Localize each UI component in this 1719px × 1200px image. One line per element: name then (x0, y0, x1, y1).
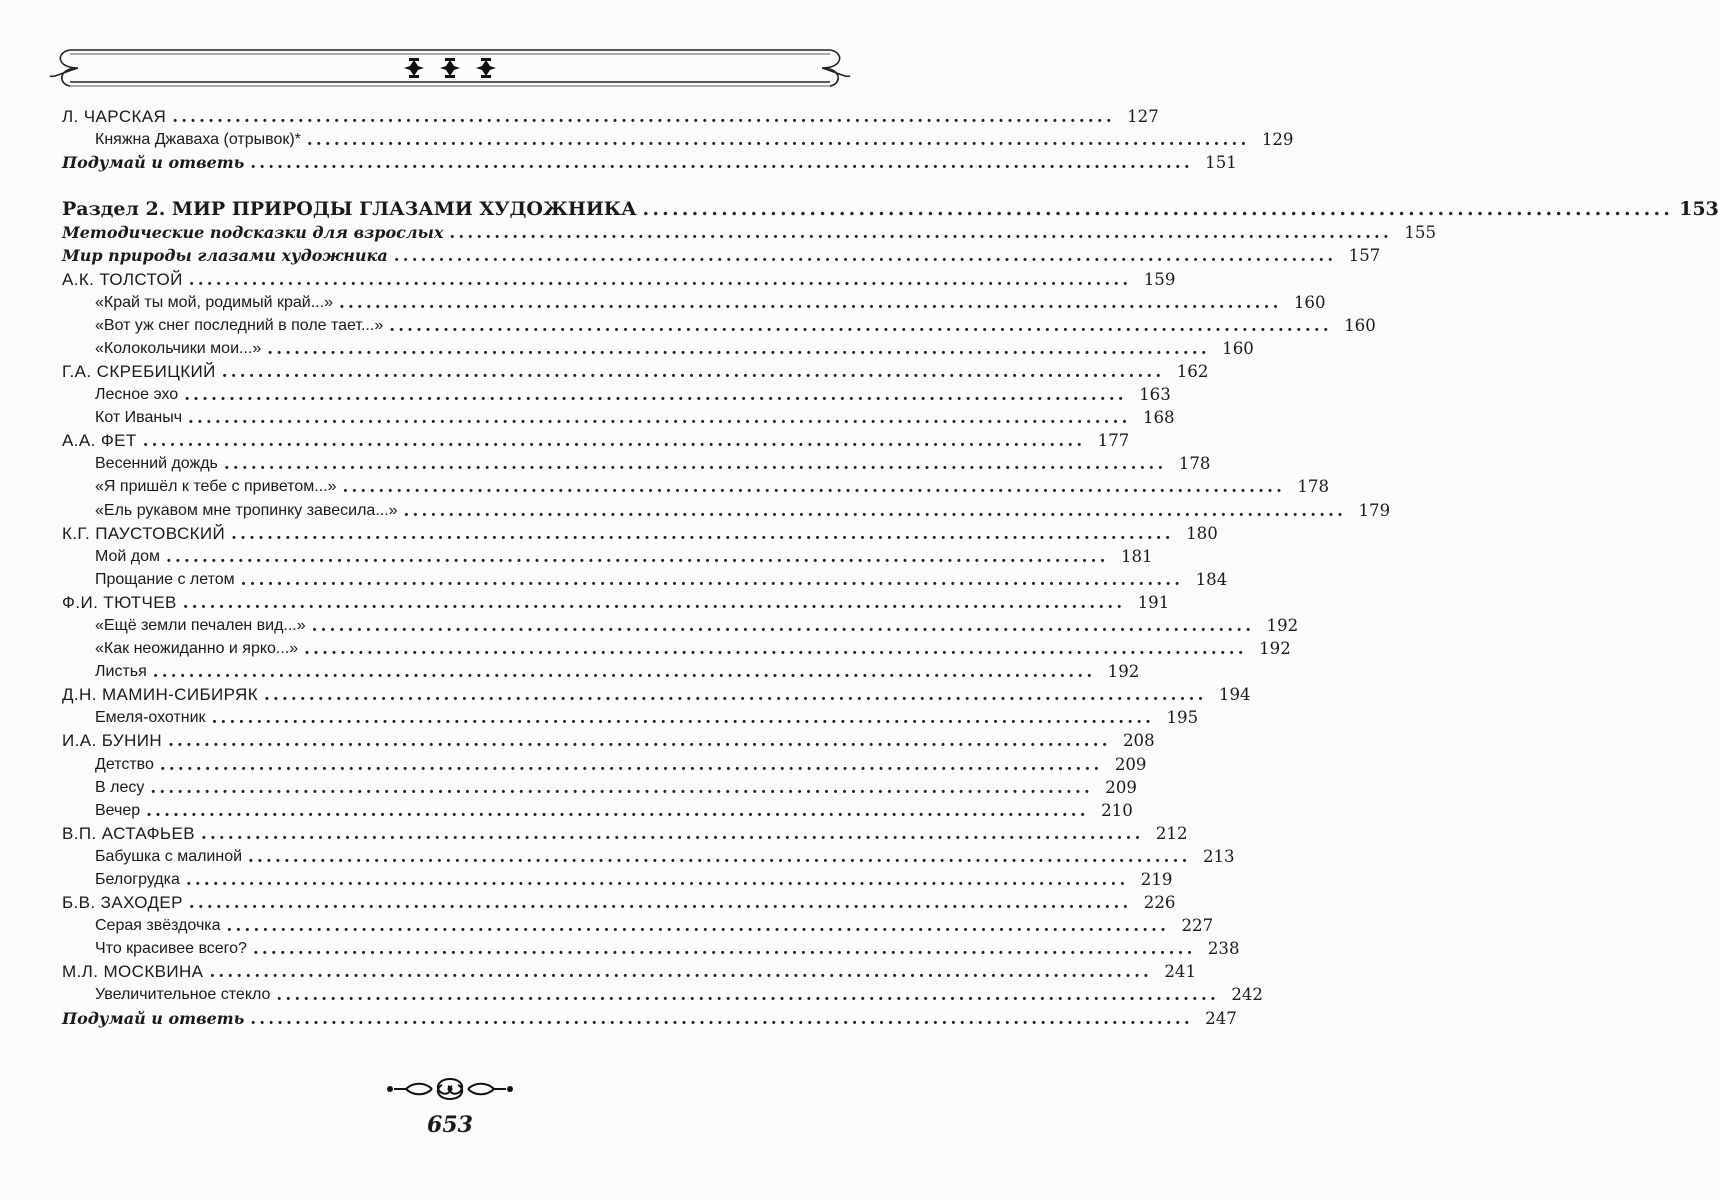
section-heading (62, 197, 1719, 221)
section-page: 153 (1679, 198, 1719, 221)
dot-leader: ......................................................................................................... (240, 568, 1184, 589)
toc-entry-page: 181 (1120, 546, 1153, 566)
toc-entry-title: Методические подсказки для взрослых (62, 223, 444, 243)
dot-leader: ......................................................................................................... (159, 753, 1103, 774)
toc-entry (62, 1006, 1237, 1029)
toc-entry-title: Подумай и ответь (62, 153, 245, 173)
toc-entry-title: Емеля-охотник (95, 709, 206, 727)
toc-entry-title: Лесное эхо (95, 386, 179, 404)
toc-author-entry (62, 360, 1209, 383)
toc-entry-page: 177 (1097, 431, 1130, 451)
toc-entry-page: 242 (1231, 985, 1263, 1005)
dot-leader: ......................................................................................................... (223, 453, 1167, 474)
toc-entry (62, 868, 1173, 891)
toc-entry-title: Княжна Джаваха (отрывок)* (95, 131, 301, 149)
toc-entry-title: А.К. ТОЛСТОЙ (62, 269, 183, 289)
dot-leader: ......................................................................................................... (267, 337, 1210, 358)
toc-entry-title: Мой дом (95, 547, 161, 565)
toc-entry-title: М.Л. МОСКВИНА (62, 962, 204, 982)
section-title: Раздел 2. МИР ПРИРОДЫ ГЛАЗАМИ ХУДОЖНИКА (62, 198, 637, 221)
dot-leader: ......................................................................................................... (449, 222, 1393, 243)
toc-entry-title: Листья (95, 663, 147, 681)
toc-author-entry (62, 960, 1197, 983)
toc-entry-page: 191 (1137, 592, 1170, 612)
toc-entry-title: Д.Н. МАМИН-СИБИРЯК (62, 685, 258, 705)
toc-entry-page: 226 (1143, 893, 1176, 913)
toc-entry-title: «Я пришёл к тебе с приветом...» (95, 478, 337, 496)
table-of-contents (62, 105, 1719, 1030)
toc-entry-title: «Колокольчики мои...» (95, 339, 262, 357)
toc-entry-page: 168 (1142, 408, 1175, 428)
toc-author-entry (62, 522, 1218, 545)
dot-leader: ......................................................................................................... (306, 129, 1250, 150)
toc-entry-page: 195 (1166, 708, 1199, 728)
toc-entry-page: 127 (1127, 107, 1159, 127)
dot-leader: ......................................................................................................... (231, 522, 1174, 543)
toc-entry-page: 160 (1222, 338, 1254, 358)
toc-entry-page: 160 (1344, 315, 1376, 335)
toc-entry-title: «Ель рукавом мне тропинку завесила...» (95, 501, 398, 519)
toc-author-entry (62, 429, 1130, 452)
dot-leader: ......................................................................................................... (304, 638, 1247, 659)
toc-entry-page: 227 (1181, 916, 1214, 936)
toc-entry-title: В лесу (95, 778, 145, 796)
dot-leader: ......................................................................................................... (250, 152, 1193, 173)
dot-leader: ......................................................................................................... (276, 984, 1219, 1005)
dot-leader: ......................................................................................................... (188, 268, 1132, 289)
toc-entry (62, 914, 1214, 937)
toc-entry (62, 406, 1175, 429)
toc-entry-title: Весенний дождь (95, 455, 218, 473)
toc-entry-page: 192 (1107, 662, 1140, 682)
toc-entry (62, 983, 1263, 1006)
toc-entry-page: 192 (1259, 639, 1291, 659)
dot-leader: ......................................................................................................... (389, 314, 1332, 335)
dot-leader: ......................................................................................................... (184, 384, 1127, 405)
toc-entry-page: 219 (1140, 870, 1173, 889)
toc-entry-title: Увеличительное стекло (95, 986, 271, 1004)
toc-entry-title: И.А. БУНИН (62, 731, 163, 751)
toc-entry (62, 475, 1330, 498)
dot-leader: ......................................................................................................... (152, 661, 1096, 682)
toc-entry (62, 221, 1437, 244)
toc-entry-title: «Вот уж снег последний в поле тает...» (95, 316, 384, 334)
toc-entry (62, 568, 1228, 591)
section-gap (62, 174, 784, 197)
dot-leader: ......................................................................................................... (264, 684, 1207, 705)
page-number: 653 (427, 1112, 473, 1138)
toc-entry-page: 208 (1122, 731, 1155, 751)
toc-entry-title: Б.В. ЗАХОДЕР (62, 893, 183, 913)
toc-entry-title: А.А. ФЕТ (62, 431, 137, 451)
toc-entry-title: К.Г. ПАУСТОВСКИЙ (62, 523, 226, 543)
dot-leader: ......................................................................................................... (248, 845, 1191, 866)
toc-entry-title: «Ещё земли печален вид...» (95, 616, 306, 634)
dot-leader: ......................................................................................................... (209, 961, 1153, 982)
toc-entry-page: 129 (1261, 130, 1294, 150)
dot-leader: ......................................................................................................... (393, 245, 1337, 266)
toc-entry-title: Л. ЧАРСКАЯ (62, 107, 167, 127)
toc-entry-page: 213 (1202, 846, 1235, 866)
toc-entry (62, 937, 1240, 960)
toc-entries (62, 221, 1437, 1029)
toc-author-entry (62, 683, 1251, 706)
dot-leader: ......................................................................................................... (188, 892, 1132, 913)
dot-leader: ......................................................................................................... (166, 545, 1109, 566)
dot-leader: ......................................................................................................... (338, 291, 1282, 312)
toc-entry-page: 157 (1348, 246, 1381, 266)
toc-entry (62, 799, 1133, 822)
toc-entry (62, 383, 1171, 406)
dot-leader: ......................................................................................................... (252, 938, 1196, 959)
dot-leader: ......................................................................................................... (172, 106, 1115, 127)
dot-leader: ......................................................................................................... (200, 822, 1144, 843)
toc-entry-title: Г.А. СКРЕБИЦКИЙ (62, 361, 216, 381)
dot-leader: ......................................................................................................... (642, 198, 1674, 221)
toc-entry-title: Серая звёздочка (95, 917, 221, 935)
toc-entry (62, 337, 1254, 360)
dot-leader: ......................................................................................................... (211, 707, 1155, 728)
toc-entry-page: 192 (1266, 615, 1299, 635)
toc-entry-page: 194 (1218, 685, 1251, 705)
dot-leader: ......................................................................................................... (226, 915, 1170, 936)
toc-entry-page: 163 (1139, 385, 1171, 405)
footer-ornament (380, 1075, 520, 1103)
toc-entry (62, 545, 1153, 568)
toc-entry-page: 155 (1404, 223, 1437, 243)
toc-entry (62, 706, 1199, 729)
toc-entry (62, 291, 1326, 314)
dot-leader: ......................................................................................................... (142, 430, 1086, 451)
dot-leader: ......................................................................................................... (185, 869, 1129, 889)
toc-entry-title: «Край ты мой, родимый край...» (95, 293, 333, 311)
toc-entry-title: Бабушка с малиной (95, 847, 243, 865)
toc-entry-page: 238 (1207, 939, 1240, 959)
toc-entry-page: 212 (1155, 823, 1188, 843)
toc-entry (62, 314, 1376, 337)
toc-entry (62, 128, 1294, 151)
dot-leader: ......................................................................................................... (342, 476, 1286, 497)
toc-entry-page: 241 (1164, 962, 1197, 982)
toc-entry-title: Мир природы глазами художника (62, 246, 388, 266)
toc-entry-title: Прощание с летом (95, 570, 235, 588)
toc-entry (62, 614, 1299, 637)
toc-author-entry (62, 822, 1188, 845)
toc-entry-page: 178 (1178, 454, 1211, 474)
toc-entry-title: «Как неожиданно и ярко...» (95, 640, 299, 658)
toc-entry-page: 162 (1176, 361, 1209, 381)
dot-leader: ......................................................................................................... (146, 799, 1089, 820)
dot-leader: ......................................................................................................... (188, 407, 1131, 428)
toc-entry-page: 179 (1358, 500, 1391, 520)
toc-entry (62, 452, 1211, 475)
toc-author-entry (62, 591, 1170, 614)
dot-leader: ......................................................................................................... (150, 776, 1093, 797)
toc-author-entry (62, 891, 1176, 914)
toc-entry (62, 498, 1391, 521)
toc-entry-page: 184 (1195, 569, 1228, 589)
toc-author-entry (62, 729, 1155, 752)
toc-entry-title: Что красивее всего? (95, 940, 247, 958)
toc-entry-page: 247 (1205, 1008, 1237, 1028)
toc-entry-page: 159 (1143, 269, 1176, 289)
toc-entry-page: 178 (1297, 477, 1330, 497)
toc-entry-title: Кот Иваныч (95, 409, 183, 427)
dot-leader: ......................................................................................................... (168, 730, 1111, 751)
header-ornament (50, 38, 850, 98)
toc-entry-title: В.П. АСТАФЬЕВ (62, 823, 195, 843)
toc-entry-page: 180 (1186, 523, 1218, 543)
dot-leader: ......................................................................................................... (311, 614, 1255, 635)
toc-entry (62, 151, 1237, 174)
toc-entry-page: 160 (1293, 292, 1326, 312)
dot-leader: ......................................................................................................... (221, 360, 1165, 381)
toc-entry-title: Детство (95, 755, 154, 773)
toc-entry (62, 845, 1235, 868)
toc-entry-page: 209 (1105, 777, 1137, 797)
toc-entry (62, 105, 1159, 128)
toc-entry-page: 209 (1114, 754, 1147, 774)
toc-entry-title: Подумай и ответь (62, 1008, 245, 1028)
toc-entry (62, 660, 1140, 683)
dot-leader: ......................................................................................................... (182, 591, 1126, 612)
toc-entry (62, 637, 1291, 660)
toc-entry-title: Вечер (95, 801, 141, 819)
toc-entry-title: Белогрудка (95, 871, 180, 888)
toc-author-entry (62, 267, 1176, 290)
toc-entry-page: 210 (1101, 800, 1133, 820)
toc-entry-page: 151 (1205, 153, 1237, 173)
dot-leader: ......................................................................................................... (250, 1007, 1193, 1028)
dot-leader: ......................................................................................................... (403, 499, 1347, 520)
toc-entry-title: Ф.И. ТЮТЧЕВ (62, 592, 177, 612)
toc-entry (62, 244, 1381, 267)
toc-entry (62, 776, 1137, 799)
toc-entry (62, 752, 1147, 775)
